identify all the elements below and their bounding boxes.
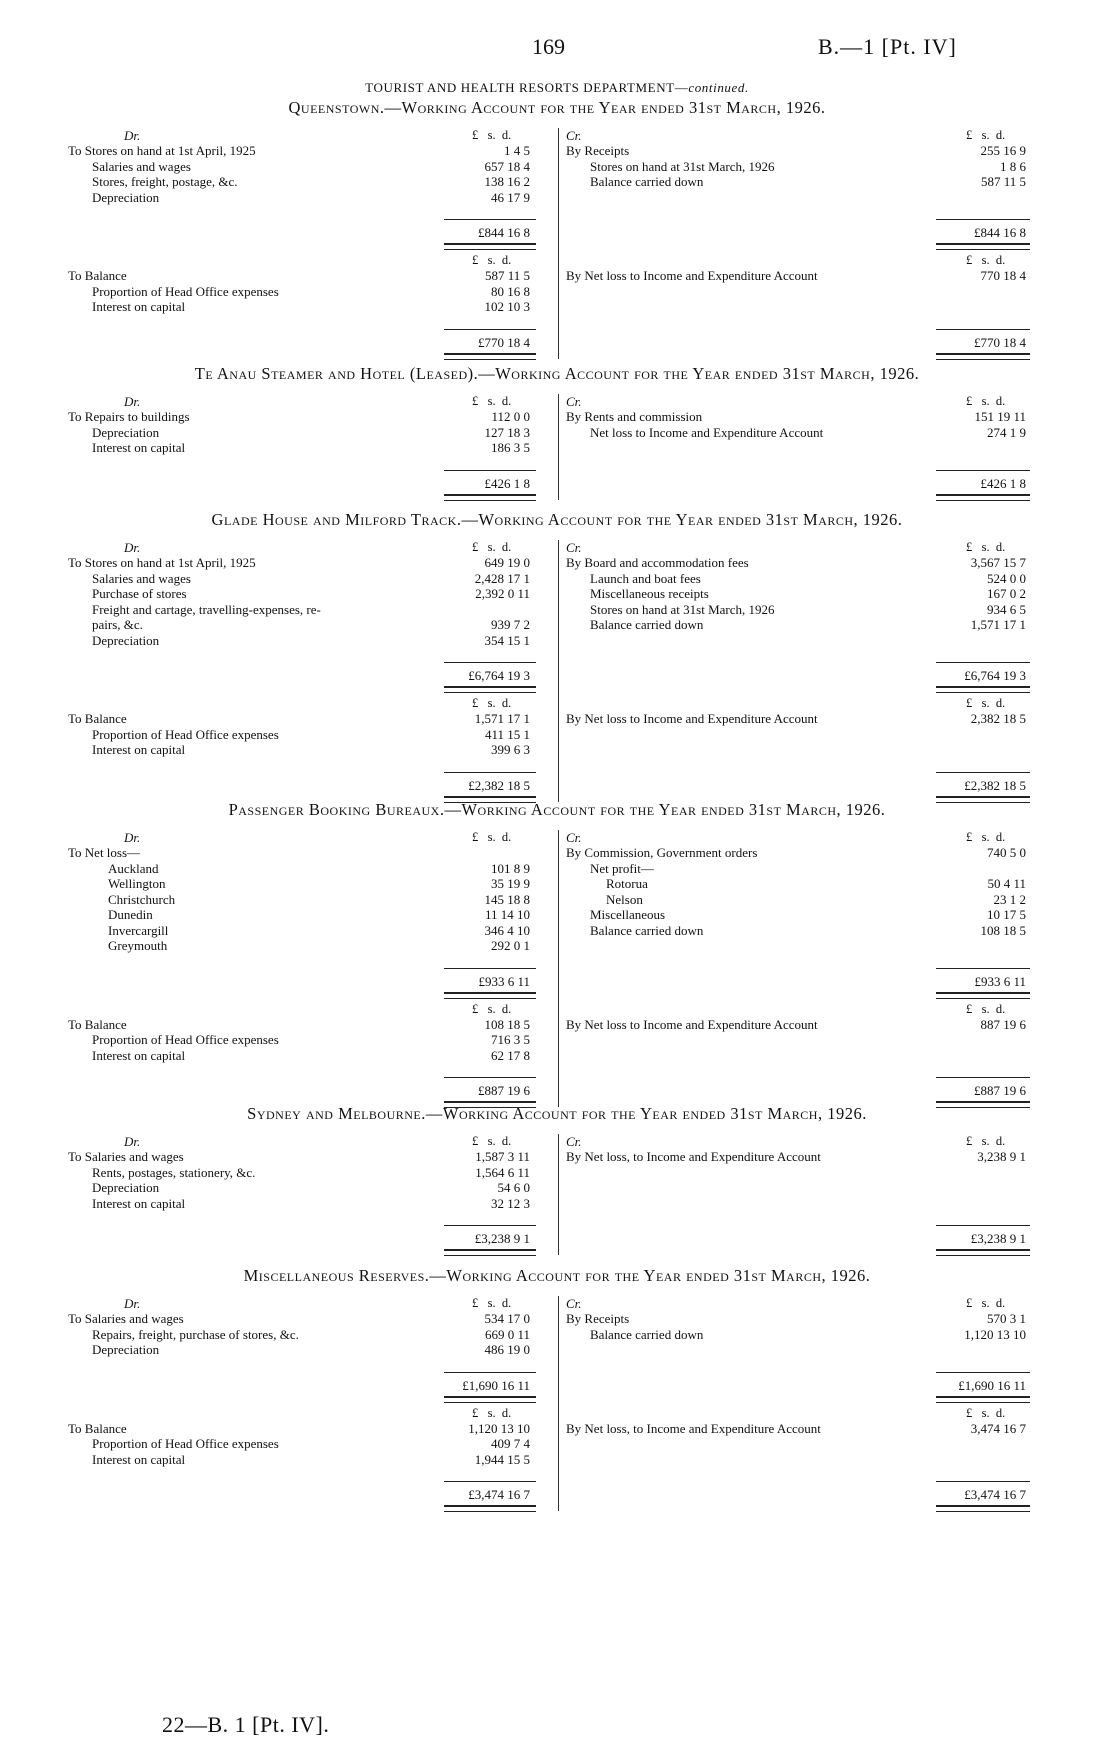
money-header: £ s. d. — [966, 830, 1006, 844]
line-label: Purchase of stores — [92, 586, 187, 601]
double-rule — [444, 1505, 536, 1512]
line-amount: 1,120 13 10 — [964, 1326, 1026, 1342]
debit-label: Dr. — [124, 830, 141, 845]
line-label: Net profit— — [590, 860, 654, 876]
double-rule — [444, 686, 536, 693]
line-label: pairs, &c. — [92, 617, 143, 632]
total-amount: £933 6 11 — [974, 973, 1026, 989]
line-label: To Net loss— — [68, 845, 141, 860]
line-label: Balance carried down — [590, 1326, 704, 1342]
line-amount: 409 7 4 — [491, 1436, 530, 1451]
line-amount: 46 17 9 — [491, 189, 530, 205]
line-amount: 255 16 9 — [980, 143, 1026, 158]
double-rule — [444, 243, 536, 250]
section-title: Miscellaneous Reserves.—Working Account for the Year ended 31st March, 1926. — [243, 1266, 871, 1285]
line-amount: 887 19 6 — [980, 1016, 1026, 1032]
credit-label: Cr. — [566, 394, 582, 409]
debit-label: Dr. — [124, 540, 141, 555]
line-label: By Net loss to Income and Expenditure Account — [566, 1016, 818, 1032]
total-amount: £2,382 18 5 — [964, 777, 1026, 793]
line-amount: 346 4 10 — [484, 922, 530, 938]
credit-label: Cr. — [566, 1296, 582, 1311]
total-rule — [936, 1077, 1030, 1078]
double-rule — [936, 1505, 1030, 1512]
line-amount: 101 8 9 — [491, 860, 530, 876]
line-label: To Balance — [68, 1420, 127, 1436]
total-amount: £770 18 4 — [478, 334, 530, 350]
double-rule — [444, 1249, 536, 1256]
line-amount: 1,587 3 11 — [475, 1149, 530, 1164]
money-header: £ s. d. — [966, 1134, 1006, 1148]
money-header: £ s. d. — [472, 1134, 512, 1148]
total-amount: £1,690 16 11 — [958, 1377, 1026, 1393]
line-label: Proportion of Head Office expenses — [92, 1032, 279, 1047]
total-amount: £844 16 8 — [478, 225, 530, 240]
total-amount: £426 1 8 — [980, 475, 1026, 491]
line-label: By Receipts — [566, 1311, 630, 1326]
credit-label: Cr. — [566, 540, 582, 555]
line-label: Depreciation — [92, 424, 160, 440]
line-label: Wellington — [108, 876, 166, 891]
line-label: To Salaries and wages — [68, 1149, 184, 1164]
line-label: Net loss to Income and Expenditure Account — [590, 424, 824, 440]
section-title: Te Anau Steamer and Hotel (Leased).—Working Account for the Year ended 31st March, 1926. — [194, 364, 920, 383]
line-amount: 102 10 3 — [484, 299, 530, 314]
line-amount: 770 18 4 — [980, 268, 1026, 283]
double-rule — [936, 494, 1030, 501]
line-amount: 3,567 15 7 — [970, 555, 1026, 570]
column-divider — [558, 1296, 559, 1511]
line-label: Interest on capital — [92, 440, 186, 455]
total-rule — [936, 470, 1030, 471]
line-label: Repairs, freight, purchase of stores, &c. — [92, 1326, 299, 1342]
line-amount: 939 7 2 — [491, 617, 530, 632]
money-header: £ s. d. — [966, 1001, 1006, 1016]
line-amount: 151 19 11 — [974, 409, 1026, 424]
debit-label: Dr. — [124, 128, 141, 143]
double-rule — [936, 353, 1030, 360]
line-label: Miscellaneous — [590, 907, 666, 922]
total-amount: £2,382 18 5 — [468, 777, 530, 793]
column-divider — [558, 128, 559, 359]
money-header: £ s. d. — [966, 253, 1006, 267]
money-header: £ s. d. — [472, 253, 512, 267]
line-amount: 1 4 5 — [504, 143, 530, 158]
total-rule — [444, 968, 536, 969]
total-amount: £887 19 6 — [478, 1083, 530, 1098]
line-amount: 108 18 5 — [980, 922, 1026, 938]
credit-label: Cr. — [566, 128, 582, 143]
line-amount: 23 1 2 — [993, 891, 1026, 907]
line-label: Salaries and wages — [92, 158, 191, 174]
line-label: Interest on capital — [92, 1451, 186, 1467]
line-amount: 274 1 9 — [987, 424, 1026, 440]
line-amount: 3,474 16 7 — [970, 1420, 1026, 1436]
column-divider — [558, 830, 559, 1107]
line-amount: 80 16 8 — [491, 283, 530, 299]
line-label: Launch and boat fees — [590, 570, 701, 586]
line-label: Christchurch — [108, 891, 176, 907]
line-amount: 587 11 5 — [980, 174, 1026, 189]
line-amount: 54 6 0 — [497, 1180, 530, 1195]
line-label: Greymouth — [108, 938, 168, 953]
total-rule — [444, 772, 536, 773]
line-label: Invercargill — [108, 922, 169, 938]
line-label: Interest on capital — [92, 299, 186, 314]
section-title: Glade House and Milford Track.—Working Account for the Year ended 31st March, 1926. — [211, 510, 903, 529]
line-label: Interest on capital — [92, 1195, 186, 1211]
total-rule — [936, 662, 1030, 663]
line-label: Stores on hand at 31st March, 1926 — [590, 601, 775, 617]
line-amount: 649 19 0 — [484, 555, 530, 570]
line-amount: 399 6 3 — [491, 742, 530, 757]
credit-label: Cr. — [566, 830, 582, 845]
line-label: Proportion of Head Office expenses — [92, 283, 279, 299]
total-amount: £3,238 9 1 — [474, 1231, 530, 1246]
total-rule — [444, 1077, 536, 1078]
total-amount: £3,474 16 7 — [964, 1487, 1026, 1502]
money-header: £ s. d. — [472, 830, 512, 844]
line-label: By Commission, Government orders — [566, 845, 758, 860]
line-amount: 1,571 17 1 — [474, 711, 530, 726]
line-label: By Rents and commission — [566, 409, 703, 424]
money-header: £ s. d. — [966, 1296, 1006, 1310]
line-amount: 934 6 5 — [987, 601, 1026, 617]
department-continued: continued. — [688, 80, 749, 95]
line-label: To Stores on hand at 1st April, 1925 — [68, 555, 256, 570]
line-label: Balance carried down — [590, 922, 704, 938]
line-amount: 127 18 3 — [484, 424, 530, 440]
line-label: Miscellaneous receipts — [590, 586, 709, 601]
line-amount: 167 0 2 — [987, 586, 1026, 601]
line-label: Salaries and wages — [92, 570, 191, 586]
line-amount: 35 19 9 — [491, 876, 530, 891]
line-amount: 534 17 0 — [484, 1311, 530, 1326]
line-amount: 1,571 17 1 — [970, 617, 1026, 632]
department-name: TOURIST AND HEALTH RESORTS DEPARTMENT— — [365, 80, 689, 95]
money-header: £ s. d. — [472, 696, 512, 710]
page-reference: B.—1 [Pt. IV] — [818, 34, 957, 59]
credit-label: Cr. — [566, 1134, 582, 1149]
line-label: Balance carried down — [590, 174, 704, 189]
line-label: Nelson — [606, 891, 643, 907]
line-label: By Board and accommodation fees — [566, 555, 749, 570]
total-amount: £933 6 11 — [478, 973, 530, 989]
money-header: £ s. d. — [966, 128, 1006, 142]
money-header: £ s. d. — [472, 128, 512, 142]
total-amount: £426 1 8 — [484, 475, 530, 491]
line-label: Depreciation — [92, 1180, 160, 1195]
section-title: Queenstown.—Working Account for the Year ended 31st March, 1926. — [288, 98, 826, 117]
total-rule — [444, 1481, 536, 1482]
double-rule — [936, 1396, 1030, 1403]
line-label: Stores, freight, postage, &c. — [92, 174, 238, 189]
line-label: By Net loss to Income and Expenditure Account — [566, 268, 818, 283]
line-label: By Receipts — [566, 143, 630, 158]
line-label: Interest on capital — [92, 742, 186, 757]
line-amount: 32 12 3 — [491, 1195, 530, 1211]
total-amount: £3,474 16 7 — [468, 1487, 530, 1502]
line-label: Proportion of Head Office expenses — [92, 726, 279, 742]
double-rule — [444, 494, 536, 501]
department-heading — [0, 80, 1114, 96]
line-label: To Balance — [68, 1016, 127, 1032]
line-label: To Salaries and wages — [68, 1311, 184, 1326]
double-rule — [444, 1396, 536, 1403]
total-amount: £770 18 4 — [974, 334, 1026, 350]
line-amount: 657 18 4 — [484, 158, 530, 174]
line-amount: 486 19 0 — [484, 1342, 530, 1357]
line-amount: 138 16 2 — [484, 174, 530, 189]
line-label: By Net loss to Income and Expenditure Account — [566, 711, 818, 726]
double-rule — [444, 992, 536, 999]
total-rule — [444, 219, 536, 220]
line-amount: 740 5 0 — [987, 845, 1026, 860]
double-rule — [936, 686, 1030, 693]
money-header: £ s. d. — [966, 1405, 1006, 1420]
line-label: Auckland — [108, 860, 159, 876]
line-label: Rents, postages, stationery, &c. — [92, 1164, 256, 1180]
total-amount: £6,764 19 3 — [468, 668, 530, 683]
column-divider — [558, 540, 559, 802]
total-rule — [936, 1481, 1030, 1482]
debit-label: Dr. — [124, 394, 141, 409]
total-rule — [444, 662, 536, 663]
column-divider — [558, 394, 559, 500]
line-amount: 3,238 9 1 — [977, 1149, 1026, 1164]
line-label: To Balance — [68, 268, 127, 283]
money-header: £ s. d. — [472, 1405, 512, 1420]
money-header: £ s. d. — [966, 394, 1006, 408]
total-rule — [444, 1225, 536, 1226]
debit-label: Dr. — [124, 1134, 141, 1149]
line-amount: 354 15 1 — [484, 632, 530, 648]
money-header: £ s. d. — [472, 540, 512, 554]
line-label: Dunedin — [108, 907, 153, 922]
line-label: Balance carried down — [590, 617, 704, 632]
line-label: Depreciation — [92, 189, 160, 205]
line-amount: 1,120 13 10 — [468, 1420, 530, 1436]
money-header: £ s. d. — [966, 540, 1006, 554]
line-label: By Net loss, to Income and Expenditure Account — [566, 1149, 821, 1164]
line-label: Proportion of Head Office expenses — [92, 1436, 279, 1451]
money-header: £ s. d. — [966, 696, 1006, 710]
line-amount: 2,382 18 5 — [970, 711, 1026, 726]
column-divider — [558, 1134, 559, 1255]
total-amount: £844 16 8 — [974, 225, 1026, 240]
line-amount: 524 0 0 — [987, 570, 1026, 586]
line-amount: 186 3 5 — [491, 440, 530, 455]
total-amount: £6,764 19 3 — [964, 668, 1026, 683]
line-label: To Stores on hand at 1st April, 1925 — [68, 143, 256, 158]
section-title: Sydney and Melbourne.—Working Account for the Year ended 31st March, 1926. — [247, 1104, 867, 1123]
section-title: Passenger Booking Bureaux.—Working Account for the Year ended 31st March, 1926. — [228, 800, 886, 819]
money-header: £ s. d. — [472, 394, 512, 408]
line-label: Depreciation — [92, 1342, 160, 1357]
total-rule — [936, 772, 1030, 773]
line-amount: 62 17 8 — [491, 1047, 530, 1063]
money-header: £ s. d. — [472, 1296, 512, 1310]
page-footer: 22—B. 1 [Pt. IV]. — [162, 1712, 330, 1737]
total-amount: £1,690 16 11 — [462, 1377, 530, 1393]
debit-label: Dr. — [124, 1296, 141, 1311]
line-amount: 108 18 5 — [484, 1016, 530, 1032]
total-rule — [936, 1372, 1030, 1373]
page-number: 169 — [532, 34, 565, 59]
line-amount: 1,944 15 5 — [474, 1451, 530, 1467]
total-rule — [936, 219, 1030, 220]
total-rule — [936, 968, 1030, 969]
line-amount: 11 14 10 — [484, 907, 530, 922]
line-amount: 587 11 5 — [484, 268, 530, 283]
total-amount: £3,238 9 1 — [970, 1231, 1026, 1246]
line-amount: 145 18 8 — [484, 891, 530, 907]
double-rule — [936, 1249, 1030, 1256]
line-label: By Net loss, to Income and Expenditure Account — [566, 1420, 821, 1436]
line-amount: 669 0 11 — [484, 1326, 530, 1342]
line-amount: 2,428 17 1 — [474, 570, 530, 586]
total-rule — [444, 470, 536, 471]
double-rule — [936, 992, 1030, 999]
line-amount: 411 15 1 — [484, 726, 530, 742]
line-label: Stores on hand at 31st March, 1926 — [590, 158, 775, 174]
total-rule — [444, 1372, 536, 1373]
line-amount: 50 4 11 — [987, 876, 1026, 891]
total-rule — [936, 1225, 1030, 1226]
line-amount: 112 0 0 — [491, 409, 530, 424]
total-rule — [936, 329, 1030, 330]
line-label: Rotorua — [606, 876, 648, 891]
money-header: £ s. d. — [472, 1001, 512, 1016]
line-amount: 292 0 1 — [491, 938, 530, 953]
line-amount: 1,564 6 11 — [475, 1164, 530, 1180]
line-label: Interest on capital — [92, 1047, 186, 1063]
line-amount: 570 3 1 — [987, 1311, 1026, 1326]
line-label: Freight and cartage, travelling-expenses, re- — [92, 601, 321, 617]
total-amount: £887 19 6 — [974, 1083, 1026, 1098]
total-rule — [444, 329, 536, 330]
line-label: To Repairs to buildings — [68, 409, 190, 424]
line-amount: 716 3 5 — [491, 1032, 530, 1047]
double-rule — [936, 243, 1030, 250]
double-rule — [444, 353, 536, 360]
line-label: Depreciation — [92, 632, 160, 648]
line-amount: 2,392 0 11 — [475, 586, 530, 601]
line-amount: 10 17 5 — [987, 907, 1026, 922]
line-amount: 1 8 6 — [1000, 158, 1026, 174]
line-label: To Balance — [68, 711, 127, 726]
